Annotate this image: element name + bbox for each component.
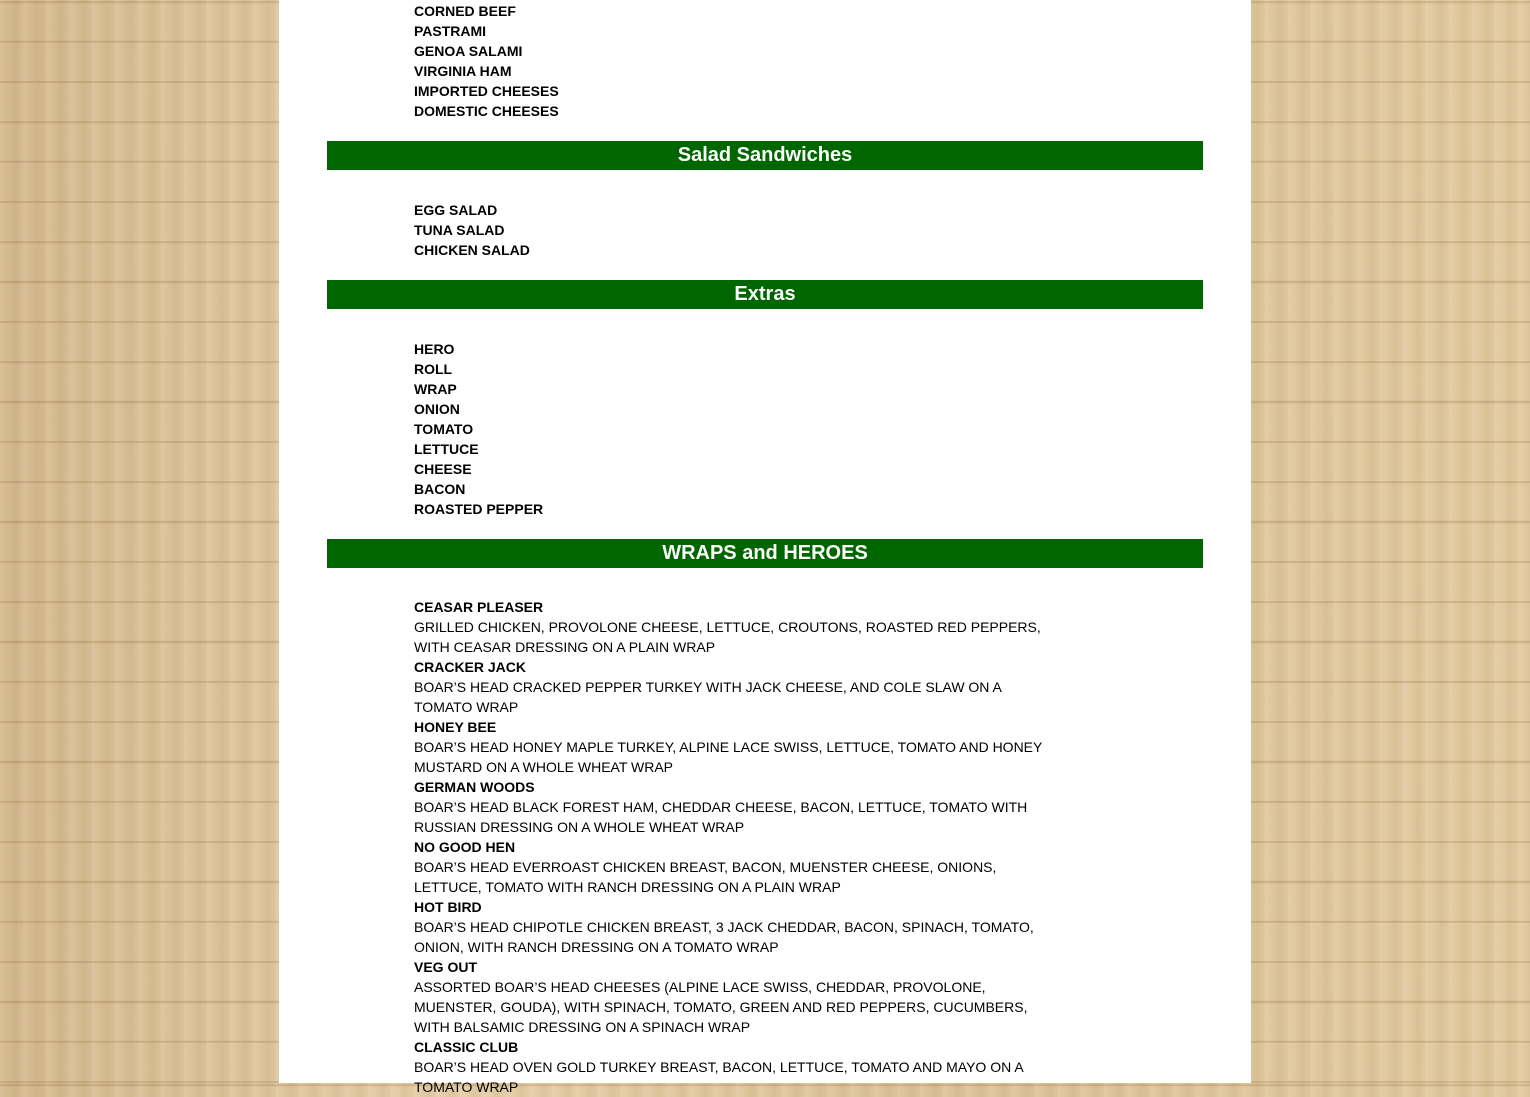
wrap-description: ASSORTED BOAR’S HEAD CHEESES (ALPINE LACE SWISS, CHEDDAR, PROVOLONE, MUENSTER, GOUDA), WITH SPINACH, TOMATO, GREEN AND RED PEPPERS, CUCUMBERS, WITH BALSAMIC DRESSING ON A SPINACH WRAP [414, 979, 1028, 1035]
wrap-name: NO GOOD HEN [414, 839, 516, 855]
wrap-description: GRILLED CHICKEN, PROVOLONE CHEESE, LETTUCE, CROUTONS, ROASTED RED PEPPERS, WITH CEASAR DRESSING ON A PLAIN WRAP [414, 619, 1041, 655]
wrap-description: BOAR’S HEAD CHIPOTLE CHICKEN BREAST, 3 JACK CHEDDAR, BACON, SPINACH, TOMATO, ONION, WITH RANCH DRESSING ON A TOMATO WRAP [414, 919, 1034, 955]
menu-item: CHEESE [414, 461, 472, 477]
menu-item: DOMESTIC CHEESES [414, 103, 559, 119]
menu-item: HERO [414, 341, 455, 357]
menu-item: VIRGINIA HAM [414, 63, 512, 79]
menu-item: CORNED BEEF [414, 3, 516, 19]
wrap-description: BOAR’S HEAD HONEY MAPLE TURKEY, ALPINE LACE SWISS, LETTUCE, TOMATO AND HONEY MUSTARD ON A WHOLE WHEAT WRAP [414, 739, 1043, 775]
menu-page [279, 0, 1251, 1095]
menu-item: ROLL [414, 361, 453, 377]
wrap-entry [414, 657, 1043, 717]
wrap-entry [414, 717, 1043, 777]
salad-sandwiches-header: Salad Sandwiches [327, 141, 1203, 170]
menu-item: BACON [414, 481, 466, 497]
menu-item: IMPORTED CHEESES [414, 83, 559, 99]
wrap-description: BOAR’S HEAD OVEN GOLD TURKEY BREAST, BACON, LETTUCE, TOMATO AND MAYO ON A TOMATO WRAP [414, 1059, 1023, 1095]
menu-item: TUNA SALAD [414, 222, 505, 238]
wrap-name: HOT BIRD [414, 899, 482, 915]
menu-item: WRAP [414, 381, 457, 397]
extras-list [327, 309, 1203, 519]
salad-sandwiches-list [327, 170, 1203, 260]
menu-item: LETTUCE [414, 441, 479, 457]
menu-item: CHICKEN SALAD [414, 242, 530, 258]
wrap-entry [414, 957, 1043, 1037]
wrap-name: CRACKER JACK [414, 659, 527, 675]
menu-item: TOMATO [414, 421, 474, 437]
menu-item: PASTRAMI [414, 23, 487, 39]
wrap-name: CEASAR PLEASER [414, 599, 544, 615]
wraps-heroes-header: WRAPS and HEROES [327, 539, 1203, 568]
wrap-entry [414, 597, 1043, 657]
extras-header: Extras [327, 280, 1203, 309]
meats-list [327, 0, 1203, 121]
menu-item: EGG SALAD [414, 202, 498, 218]
wrap-entry [414, 777, 1043, 837]
wrap-entry [414, 837, 1043, 897]
wrap-name: GERMAN WOODS [414, 779, 535, 795]
wraps-heroes-list [327, 568, 1203, 1097]
wrap-name: HONEY BEE [414, 719, 497, 735]
wrap-name: VEG OUT [414, 959, 478, 975]
menu-content [327, 0, 1203, 1097]
wrap-entry [414, 897, 1043, 957]
menu-item: GENOA SALAMI [414, 43, 523, 59]
wrap-description: BOAR’S HEAD EVERROAST CHICKEN BREAST, BACON, MUENSTER CHEESE, ONIONS, LETTUCE, TOMATO WITH RANCH DRESSING ON A PLAIN WRAP [414, 859, 997, 895]
wrap-name: CLASSIC CLUB [414, 1039, 519, 1055]
menu-item: ROASTED PEPPER [414, 501, 544, 517]
wrap-entry [414, 1037, 1043, 1097]
wrap-description: BOAR’S HEAD BLACK FOREST HAM, CHEDDAR CHEESE, BACON, LETTUCE, TOMATO WITH RUSSIAN DRESSING ON A WHOLE WHEAT WRAP [414, 799, 1028, 835]
wrap-description: BOAR’S HEAD CRACKED PEPPER TURKEY WITH JACK CHEESE, AND COLE SLAW ON A TOMATO WRAP [414, 679, 1002, 715]
menu-item: ONION [414, 401, 460, 417]
